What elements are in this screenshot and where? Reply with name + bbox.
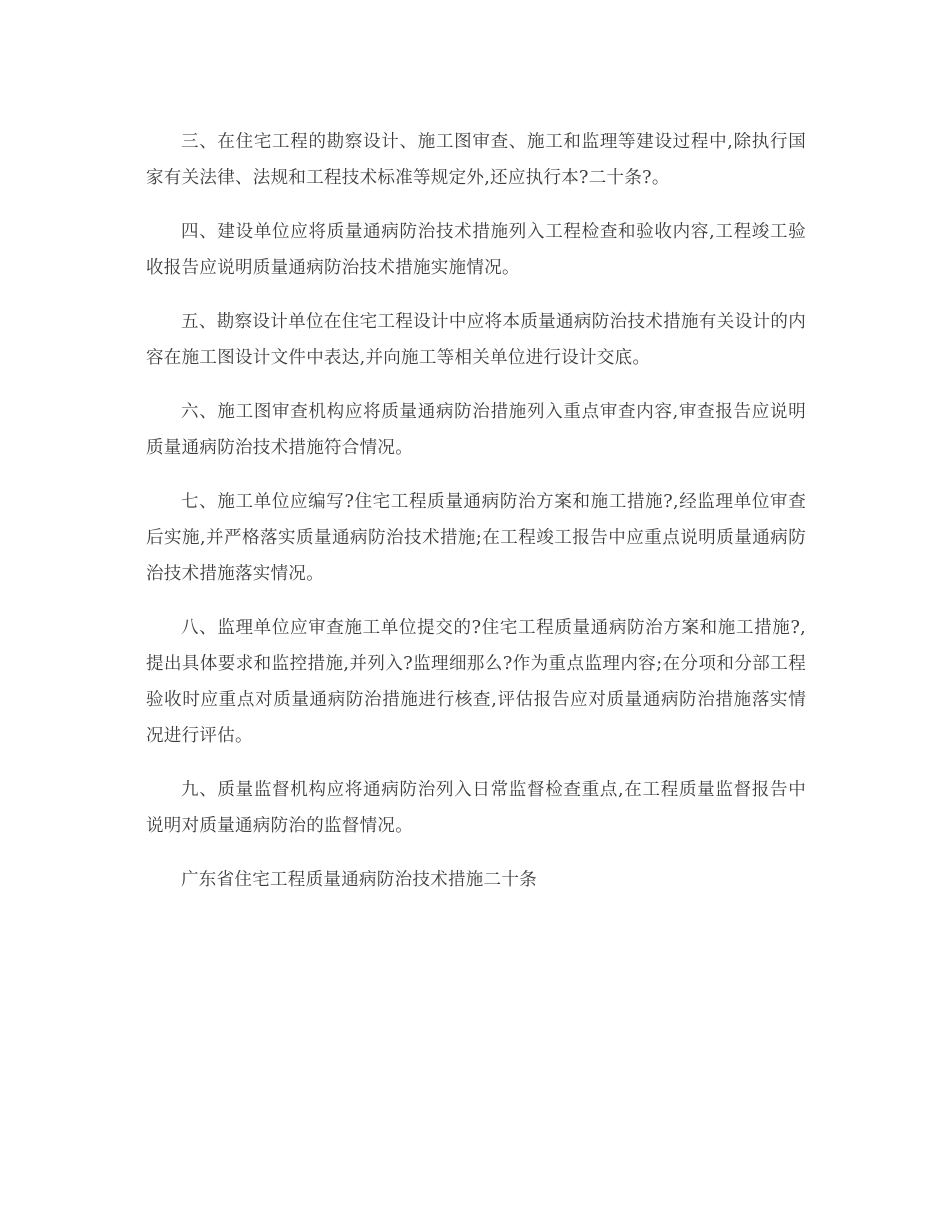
closing-title: 广东省住宅工程质量通病防治技术措施二十条: [181, 870, 537, 890]
paragraph-6: 六、施工图审查机构应将质量通病防治措施列入重点审查内容,审查报告应说明质量通病防治技术措施符合情况。: [146, 402, 806, 458]
paragraph-3: 三、在住宅工程的勘察设计、施工图审查、施工和监理等建设过程中,除执行国家有关法律、法规和工程技术标准等规定外,还应执行本?二十条?。: [146, 132, 806, 188]
paragraph-4: 四、建设单位应将质量通病防治技术措施列入工程检查和验收内容,工程竣工验收报告应说明质量通病防治技术措施实施情况。: [146, 222, 806, 278]
paragraph-8: 八、监理单位应审查施工单位提交的?住宅工程质量通病防治方案和施工措施?,提出具体要求和监控措施,并列入?监理细那么?作为重点监理内容;在分项和分部工程验收时应重点对质量通病防治措施进行核查,评估报告应对质量通病防治措施落实情况进行评估。: [146, 618, 806, 746]
document-body: [146, 124, 806, 916]
paragraph-5: 五、勘察设计单位在住宅工程设计中应将本质量通病防治技术措施有关设计的内容在施工图设计文件中表达,并向施工等相关单位进行设计交底。: [146, 312, 806, 368]
paragraph-7: 七、施工单位应编写?住宅工程质量通病防治方案和施工措施?,经监理单位审查后实施,并严格落实质量通病防治技术措施;在工程竣工报告中应重点说明质量通病防治技术措施落实情况。: [146, 492, 806, 584]
paragraph-9: 九、质量监督机构应将通病防治列入日常监督检查重点,在工程质量监督报告中说明对质量通病防治的监督情况。: [146, 780, 806, 836]
